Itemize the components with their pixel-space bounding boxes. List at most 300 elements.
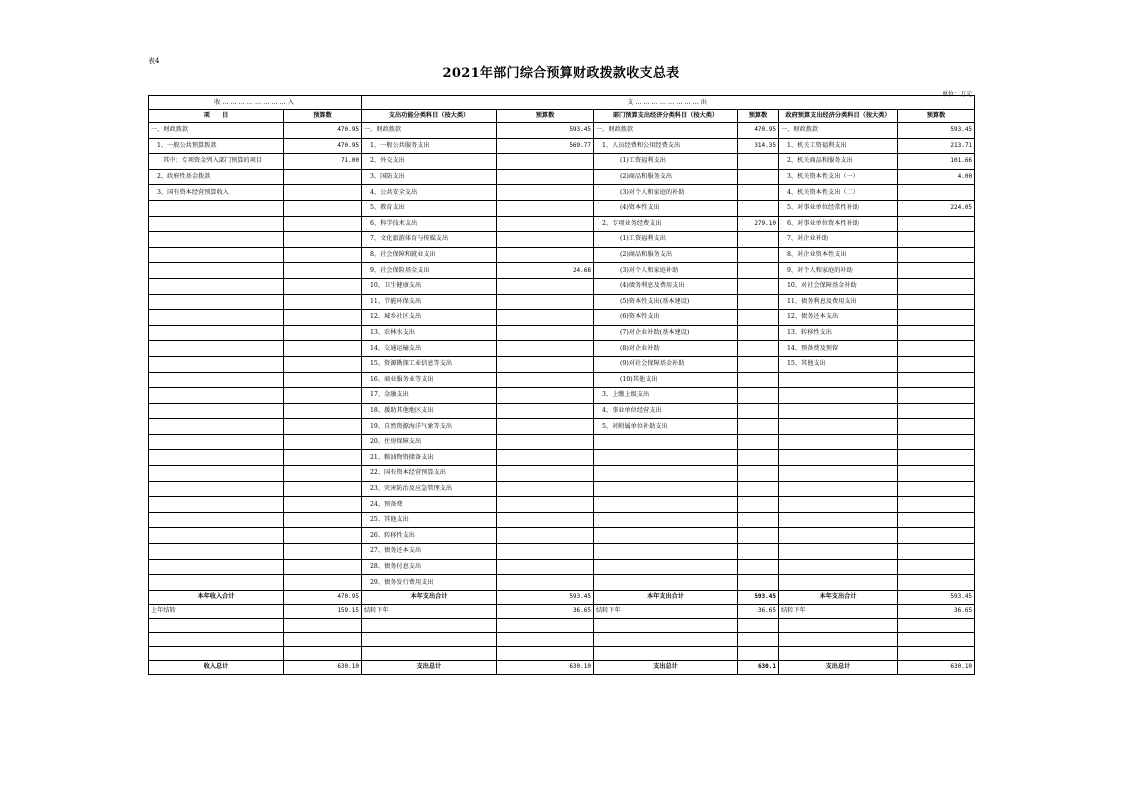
budget-value-cell <box>898 372 975 388</box>
total-value-cell: 159.15 <box>284 604 362 618</box>
item-cell: 2、政府性基金拨款 <box>149 169 284 185</box>
total-label-cell: 上年结转 <box>149 604 284 618</box>
total-label-cell <box>594 618 738 632</box>
budget-value-cell <box>738 341 779 357</box>
item-cell <box>594 450 738 466</box>
section-header-row <box>149 96 975 110</box>
table-row <box>149 325 975 341</box>
total-value-cell: 630.10 <box>898 660 975 674</box>
budget-value-cell <box>497 372 594 388</box>
budget-value-cell <box>497 185 594 201</box>
budget-value-cell <box>497 169 594 185</box>
budget-value-cell <box>284 325 362 341</box>
total-value-cell: 630.1 <box>738 660 779 674</box>
item-cell: (7)对企业补助(基本建设) <box>594 325 738 341</box>
item-cell: 一、财政拨款 <box>362 123 497 139</box>
item-cell <box>149 512 284 528</box>
budget-value-cell <box>497 341 594 357</box>
table-row <box>149 450 975 466</box>
item-cell: 13、农林水支出 <box>362 325 497 341</box>
budget-value-cell <box>497 575 594 591</box>
budget-value-cell <box>898 559 975 575</box>
item-cell: 18、援助其他地区支出 <box>362 403 497 419</box>
item-cell <box>779 388 898 404</box>
item-cell: (1)工资福利支出 <box>594 232 738 248</box>
budget-value-cell <box>738 278 779 294</box>
budget-value-cell: 279.10 <box>738 216 779 232</box>
item-cell <box>594 434 738 450</box>
budget-value-cell <box>284 232 362 248</box>
budget-value-cell <box>898 575 975 591</box>
item-cell: 12、债务还本支出 <box>779 310 898 326</box>
item-cell: 27、债务还本支出 <box>362 544 497 560</box>
budget-value-cell <box>284 341 362 357</box>
item-cell: (2)商品和服务支出 <box>594 169 738 185</box>
total-value-cell: 470.95 <box>284 590 362 604</box>
budget-value-cell <box>497 450 594 466</box>
table-row <box>149 559 975 575</box>
total-label-cell <box>779 632 898 646</box>
budget-value-cell <box>284 169 362 185</box>
item-cell <box>779 512 898 528</box>
table-row <box>149 310 975 326</box>
total-value-cell <box>284 646 362 660</box>
total-label-cell: 结转下年 <box>779 604 898 618</box>
item-cell <box>149 200 284 216</box>
item-cell: (3)对个人和家庭补助 <box>594 263 738 279</box>
total-label-cell <box>594 646 738 660</box>
item-cell: 2、机关商品和服务支出 <box>779 154 898 170</box>
table-row <box>149 216 975 232</box>
budget-value-cell <box>284 544 362 560</box>
budget-value-cell <box>738 263 779 279</box>
budget-value-cell <box>497 310 594 326</box>
unit-label: 单位：万元 <box>941 91 972 98</box>
page-title: 2021年部门综合预算财政拨款收支总表 <box>442 66 680 81</box>
total-label-cell <box>149 618 284 632</box>
budget-value-cell <box>284 497 362 513</box>
item-cell <box>149 263 284 279</box>
budget-value-cell <box>898 185 975 201</box>
item-cell <box>779 559 898 575</box>
item-cell <box>779 544 898 560</box>
budget-value-cell <box>497 232 594 248</box>
total-value-cell: 36.65 <box>738 604 779 618</box>
budget-value-cell: 569.77 <box>497 138 594 154</box>
budget-value-cell <box>284 512 362 528</box>
item-cell: 其中：专项资金列入部门预算的项目 <box>149 154 284 170</box>
col-header-function: 支出功能分类科目（按大类） <box>362 110 497 123</box>
total-label-cell: 本年收入合计 <box>149 590 284 604</box>
item-cell: 一、财政拨款 <box>149 123 284 139</box>
item-cell <box>779 575 898 591</box>
expense-section-header: 支……………………出 <box>362 96 975 110</box>
item-cell <box>149 559 284 575</box>
table-number: 表4 <box>148 57 160 65</box>
item-cell: 8、对企业资本性支出 <box>779 247 898 263</box>
budget-value-cell <box>738 356 779 372</box>
table-row <box>149 200 975 216</box>
total-label-cell <box>149 646 284 660</box>
item-cell <box>779 403 898 419</box>
budget-value-cell <box>284 294 362 310</box>
item-cell: 22、国有资本经营预算支出 <box>362 466 497 482</box>
item-cell <box>149 528 284 544</box>
budget-value-cell <box>497 419 594 435</box>
budget-value-cell: 470.95 <box>284 138 362 154</box>
budget-value-cell <box>497 403 594 419</box>
item-cell <box>779 497 898 513</box>
item-cell: 8、社会保障和就业支出 <box>362 247 497 263</box>
item-cell: 10、卫生健康支出 <box>362 278 497 294</box>
budget-value-cell <box>284 466 362 482</box>
item-cell: 25、其他支出 <box>362 512 497 528</box>
budget-value-cell: 213.71 <box>898 138 975 154</box>
table-row <box>149 544 975 560</box>
table-row <box>149 419 975 435</box>
item-cell: 5、对事业单位经常性补助 <box>779 200 898 216</box>
item-cell <box>149 310 284 326</box>
budget-value-cell <box>497 154 594 170</box>
col-header-budget: 预算数 <box>738 110 779 123</box>
item-cell <box>779 481 898 497</box>
budget-value-cell <box>497 247 594 263</box>
item-cell: 20、住房保障支出 <box>362 434 497 450</box>
table-row <box>149 232 975 248</box>
item-cell <box>149 497 284 513</box>
budget-value-cell <box>898 232 975 248</box>
budget-value-cell <box>898 544 975 560</box>
table-row <box>149 123 975 139</box>
budget-value-cell <box>284 263 362 279</box>
item-cell: (3)对个人和家庭的补助 <box>594 185 738 201</box>
budget-value-cell <box>497 325 594 341</box>
item-cell: 24、预备费 <box>362 497 497 513</box>
item-cell: 19、自然资源海洋气象等支出 <box>362 419 497 435</box>
budget-value-cell <box>497 388 594 404</box>
budget-value-cell <box>738 388 779 404</box>
total-value-cell <box>497 618 594 632</box>
item-cell: (5)资本性支出(基本建设) <box>594 294 738 310</box>
item-cell: 13、转移性支出 <box>779 325 898 341</box>
item-cell <box>594 512 738 528</box>
item-cell <box>779 466 898 482</box>
item-cell <box>149 247 284 263</box>
table-row <box>149 403 975 419</box>
item-cell: 3、国有资本经营预算收入 <box>149 185 284 201</box>
budget-value-cell <box>738 247 779 263</box>
budget-value-cell <box>284 403 362 419</box>
item-cell <box>779 372 898 388</box>
budget-value-cell <box>284 434 362 450</box>
table-row <box>149 388 975 404</box>
budget-value-cell: 4.00 <box>898 169 975 185</box>
budget-value-cell <box>898 528 975 544</box>
item-cell: (6)资本性支出 <box>594 310 738 326</box>
total-value-cell <box>738 646 779 660</box>
budget-value-cell <box>284 216 362 232</box>
item-cell: 17、金融支出 <box>362 388 497 404</box>
item-cell: 6、对事业单位资本性补助 <box>779 216 898 232</box>
total-value-cell <box>497 632 594 646</box>
total-label-cell: 支出总计 <box>779 660 898 674</box>
total-value-cell: 593.45 <box>898 590 975 604</box>
budget-value-cell: 224.05 <box>898 200 975 216</box>
item-cell: 1、人员经费和公用经费支出 <box>594 138 738 154</box>
total-value-cell <box>284 618 362 632</box>
table-row <box>149 154 975 170</box>
table-row <box>149 434 975 450</box>
budget-value-cell <box>738 466 779 482</box>
budget-value-cell <box>738 434 779 450</box>
total-label-cell: 结转下年 <box>594 604 738 618</box>
item-cell <box>149 294 284 310</box>
col-header-dept-econ: 部门预算支出经济分类科目（按大类） <box>594 110 738 123</box>
budget-value-cell <box>738 325 779 341</box>
item-cell: 12、城乡社区支出 <box>362 310 497 326</box>
item-cell: (9)对社会保障基金补助 <box>594 356 738 372</box>
item-cell: 14、预备费及预留 <box>779 341 898 357</box>
col-header-budget: 预算数 <box>497 110 594 123</box>
budget-value-cell <box>284 559 362 575</box>
total-value-cell <box>497 646 594 660</box>
budget-value-cell <box>284 388 362 404</box>
budget-value-cell <box>738 528 779 544</box>
budget-value-cell <box>284 356 362 372</box>
item-cell: (4)债务利息及费用支出 <box>594 278 738 294</box>
item-cell: 4、事业单位经营支出 <box>594 403 738 419</box>
col-header-budget: 预算数 <box>898 110 975 123</box>
budget-value-cell <box>497 200 594 216</box>
item-cell: 1、一般公共预算拨款 <box>149 138 284 154</box>
col-header-item: 项 目 <box>149 110 284 123</box>
budget-value-cell <box>898 310 975 326</box>
item-cell: (1)工资福利支出 <box>594 154 738 170</box>
item-cell: 28、债务付息支出 <box>362 559 497 575</box>
budget-value-cell <box>738 450 779 466</box>
item-cell: 4、机关资本性支出（二） <box>779 185 898 201</box>
item-cell: 3、国防支出 <box>362 169 497 185</box>
total-value-cell <box>284 632 362 646</box>
table-row <box>149 185 975 201</box>
budget-value-cell <box>497 481 594 497</box>
budget-value-cell: 24.68 <box>497 263 594 279</box>
budget-value-cell <box>284 528 362 544</box>
budget-value-cell <box>284 310 362 326</box>
col-header-gov-econ: 政府预算支出经济分类科目（按大类） <box>779 110 898 123</box>
budget-value-cell <box>898 247 975 263</box>
year-total-row <box>149 590 975 604</box>
item-cell: 5、对附属单位补助支出 <box>594 419 738 435</box>
budget-value-cell: 470.95 <box>738 123 779 139</box>
carryover-row <box>149 604 975 618</box>
item-cell: (8)对企业补助 <box>594 341 738 357</box>
budget-value-cell: 470.95 <box>284 123 362 139</box>
budget-value-cell <box>898 294 975 310</box>
table-row <box>149 466 975 482</box>
budget-value-cell: 593.45 <box>898 123 975 139</box>
budget-value-cell: 314.35 <box>738 138 779 154</box>
budget-value-cell <box>738 310 779 326</box>
empty-row <box>149 632 975 646</box>
item-cell <box>149 403 284 419</box>
table-row <box>149 372 975 388</box>
item-cell: 7、文化旅游体育与传媒支出 <box>362 232 497 248</box>
item-cell <box>149 341 284 357</box>
budget-value-cell <box>497 294 594 310</box>
item-cell: 2、外交支出 <box>362 154 497 170</box>
total-label-cell: 支出总计 <box>362 660 497 674</box>
item-cell <box>149 419 284 435</box>
table-row <box>149 247 975 263</box>
table-row <box>149 356 975 372</box>
budget-value-cell <box>898 341 975 357</box>
budget-value-cell <box>738 544 779 560</box>
item-cell: 1、机关工资福利支出 <box>779 138 898 154</box>
budget-value-cell <box>284 185 362 201</box>
item-cell: 10、对社会保障基金补助 <box>779 278 898 294</box>
budget-value-cell <box>898 263 975 279</box>
item-cell: 3、上缴上级支出 <box>594 388 738 404</box>
total-label-cell: 本年支出合计 <box>362 590 497 604</box>
total-label-cell <box>594 632 738 646</box>
empty-row <box>149 646 975 660</box>
budget-value-cell <box>497 466 594 482</box>
item-cell: 16、商业服务业等支出 <box>362 372 497 388</box>
budget-value-cell <box>738 575 779 591</box>
total-label-cell <box>362 646 497 660</box>
table-row <box>149 512 975 528</box>
total-label-cell: 收入总计 <box>149 660 284 674</box>
item-cell: 11、债务利息及费用支出 <box>779 294 898 310</box>
budget-value-cell <box>284 481 362 497</box>
total-value-cell: 593.45 <box>738 590 779 604</box>
budget-value-cell <box>284 278 362 294</box>
budget-value-cell <box>898 466 975 482</box>
total-value-cell: 36.65 <box>497 604 594 618</box>
item-cell <box>779 528 898 544</box>
table-row <box>149 481 975 497</box>
budget-value-cell <box>497 356 594 372</box>
item-cell: 7、对企业补助 <box>779 232 898 248</box>
total-label-cell: 结转下年 <box>362 604 497 618</box>
item-cell: 4、公共安全支出 <box>362 185 497 201</box>
budget-value-cell <box>738 154 779 170</box>
item-cell <box>149 481 284 497</box>
item-cell: 15、资源勘探工业信息等支出 <box>362 356 497 372</box>
table-row <box>149 497 975 513</box>
item-cell <box>149 356 284 372</box>
table-row <box>149 528 975 544</box>
total-value-cell <box>898 632 975 646</box>
item-cell <box>149 278 284 294</box>
item-cell: 5、教育支出 <box>362 200 497 216</box>
budget-value-cell <box>898 419 975 435</box>
item-cell <box>149 388 284 404</box>
budget-value-cell <box>898 388 975 404</box>
item-cell: 9、社会保险基金支出 <box>362 263 497 279</box>
budget-value-cell <box>898 278 975 294</box>
item-cell: 9、对个人和家庭的补助 <box>779 263 898 279</box>
total-value-cell <box>898 618 975 632</box>
budget-value-cell <box>738 403 779 419</box>
item-cell <box>594 544 738 560</box>
budget-value-cell <box>738 185 779 201</box>
budget-value-cell <box>898 216 975 232</box>
budget-value-cell <box>738 294 779 310</box>
total-value-cell <box>738 618 779 632</box>
budget-value-cell <box>898 403 975 419</box>
budget-value-cell <box>497 512 594 528</box>
item-cell: (2)商品和服务支出 <box>594 247 738 263</box>
total-label-cell <box>779 618 898 632</box>
item-cell <box>594 466 738 482</box>
item-cell: 14、交通运输支出 <box>362 341 497 357</box>
item-cell <box>594 497 738 513</box>
item-cell <box>594 528 738 544</box>
budget-value-cell <box>898 481 975 497</box>
item-cell <box>149 216 284 232</box>
budget-value-cell <box>497 434 594 450</box>
budget-value-cell: 593.45 <box>497 123 594 139</box>
budget-value-cell <box>898 512 975 528</box>
item-cell <box>149 466 284 482</box>
item-cell <box>149 232 284 248</box>
item-cell: 一、财政拨款 <box>594 123 738 139</box>
item-cell: 6、科学技术支出 <box>362 216 497 232</box>
budget-value-cell <box>738 559 779 575</box>
budget-value-cell <box>738 419 779 435</box>
item-cell <box>149 575 284 591</box>
total-label-cell <box>149 632 284 646</box>
total-value-cell <box>738 632 779 646</box>
budget-value-cell <box>284 372 362 388</box>
budget-value-cell <box>284 575 362 591</box>
column-header-row <box>149 110 975 123</box>
total-label-cell <box>362 632 497 646</box>
total-label-cell: 本年支出合计 <box>779 590 898 604</box>
budget-value-cell <box>497 528 594 544</box>
item-cell <box>149 434 284 450</box>
item-cell <box>149 450 284 466</box>
item-cell: 一、财政拨款 <box>779 123 898 139</box>
item-cell <box>149 372 284 388</box>
item-cell: 2、专项业务经费支出 <box>594 216 738 232</box>
budget-value-cell: 71.00 <box>284 154 362 170</box>
budget-value-cell <box>497 559 594 575</box>
item-cell: 26、转移性支出 <box>362 528 497 544</box>
budget-table <box>148 95 975 675</box>
budget-value-cell <box>497 278 594 294</box>
income-section-header: 收……………………入 <box>149 96 362 110</box>
item-cell <box>594 559 738 575</box>
budget-value-cell <box>738 497 779 513</box>
budget-value-cell <box>738 481 779 497</box>
total-value-cell <box>898 646 975 660</box>
item-cell: (10)其他支出 <box>594 372 738 388</box>
table-row <box>149 278 975 294</box>
total-label-cell <box>362 618 497 632</box>
total-label-cell: 本年支出合计 <box>594 590 738 604</box>
budget-value-cell: 101.66 <box>898 154 975 170</box>
budget-value-cell <box>284 419 362 435</box>
table-row <box>149 263 975 279</box>
table-row <box>149 294 975 310</box>
budget-value-cell <box>284 450 362 466</box>
budget-value-cell <box>898 434 975 450</box>
total-value-cell: 630.10 <box>284 660 362 674</box>
total-label-cell: 支出总计 <box>594 660 738 674</box>
